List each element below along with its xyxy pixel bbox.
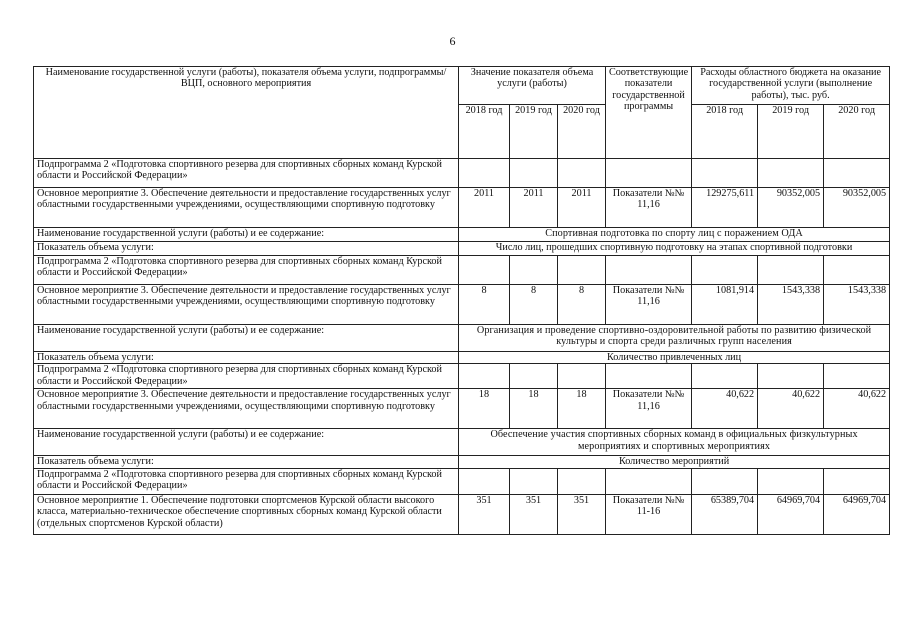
header-name-column: Наименование государственной услуги (работы), показателя объема услуги, подпрограммы/ВЦП, основного мероприятия	[34, 67, 459, 159]
value-2018: 351	[459, 494, 510, 534]
table-row	[34, 188, 890, 228]
table-row	[34, 159, 890, 188]
program-table	[33, 66, 890, 535]
header-budget-year-2018: 2018 год	[692, 105, 758, 159]
header-budget-year-2020: 2020 год	[824, 105, 890, 159]
value-2018: 2011	[459, 188, 510, 228]
budget-2020: 90352,005	[824, 188, 890, 228]
indicators-ref: Показатели №№ 11,16	[606, 285, 692, 325]
service-name-label: Наименование государственной услуги (работы) и ее содержание:	[34, 228, 459, 242]
budget-2018: 40,622	[692, 389, 758, 429]
subprogram-label: Подпрограмма 2 «Подготовка спортивного резерва для спортивных сборных команд Курской области и Российской Федерации»	[34, 256, 459, 285]
volume-indicator-label: Показатель объема услуги:	[34, 242, 459, 256]
service-name-value: Обеспечение участия спортивных сборных команд в официальных физкультурных мероприятиях и спортивных мероприятиях	[459, 429, 890, 456]
budget-2020: 1543,338	[824, 285, 890, 325]
header-budget-year-2019: 2019 год	[758, 105, 824, 159]
table-row	[34, 228, 890, 242]
header-value-year-2020: 2020 год	[558, 105, 606, 159]
budget-2019: 90352,005	[758, 188, 824, 228]
budget-2019: 64969,704	[758, 494, 824, 534]
subprogram-label: Подпрограмма 2 «Подготовка спортивного резерва для спортивных сборных команд Курской области и Российской Федерации»	[34, 364, 459, 389]
page-number: 6	[449, 34, 456, 48]
header-budget-group: Расходы областного бюджета на оказание государственной услуги (выполнение работы), тыс. руб.	[692, 67, 890, 105]
main-activity-label: Основное мероприятие 3. Обеспечение деятельности и предоставление государственных услуг областными государственными учреждениями, осуществляющими спортивную подготовку	[34, 188, 459, 228]
value-2020: 8	[558, 285, 606, 325]
value-2019: 8	[510, 285, 558, 325]
volume-indicator-value: Количество мероприятий	[459, 456, 890, 468]
value-2020: 351	[558, 494, 606, 534]
volume-indicator-value: Число лиц, прошедших спортивную подготовку на этапах спортивной подготовки	[459, 242, 890, 256]
table-row	[34, 456, 890, 468]
budget-2019: 1543,338	[758, 285, 824, 325]
table-row	[34, 494, 890, 534]
budget-2018: 1081,914	[692, 285, 758, 325]
service-name-label: Наименование государственной услуги (работы) и ее содержание:	[34, 429, 459, 456]
table-row	[34, 285, 890, 325]
service-name-value: Организация и проведение спортивно-оздоровительной работы по развитию физической культуры и спорта среди различных групп населения	[459, 325, 890, 352]
subprogram-label: Подпрограмма 2 «Подготовка спортивного резерва для спортивных сборных команд Курской области и Российской Федерации»	[34, 159, 459, 188]
header-value-year-2019: 2019 год	[510, 105, 558, 159]
table-row	[34, 389, 890, 429]
header-value-year-2018: 2018 год	[459, 105, 510, 159]
indicators-ref: Показатели №№ 11,16	[606, 389, 692, 429]
table-row	[34, 256, 890, 285]
value-2019: 18	[510, 389, 558, 429]
service-name-value: Спортивная подготовка по спорту лиц с поражением ОДА	[459, 228, 890, 242]
value-2018: 8	[459, 285, 510, 325]
table-row	[34, 429, 890, 456]
service-name-label: Наименование государственной услуги (работы) и ее содержание:	[34, 325, 459, 352]
budget-2020: 64969,704	[824, 494, 890, 534]
value-2019: 351	[510, 494, 558, 534]
main-activity-label: Основное мероприятие 3. Обеспечение деятельности и предоставление государственных услуг областными государственными учреждениями, осуществляющими спортивную подготовку	[34, 285, 459, 325]
budget-2019: 40,622	[758, 389, 824, 429]
value-2020: 18	[558, 389, 606, 429]
main-activity-label: Основное мероприятие 3. Обеспечение деятельности и предоставление государственных услуг областными государственными учреждениями, осуществляющими спортивную подготовку	[34, 389, 459, 429]
value-2018: 18	[459, 389, 510, 429]
header-value-group: Значение показателя объема услуги (работы)	[459, 67, 606, 105]
budget-2020: 40,622	[824, 389, 890, 429]
indicators-ref: Показатели №№ 11-16	[606, 494, 692, 534]
table-row	[34, 364, 890, 389]
header-corresponding-indicators: Соответствующие показатели государственной программы	[606, 67, 692, 159]
volume-indicator-label: Показатель объема услуги:	[34, 352, 459, 364]
budget-2018: 129275,611	[692, 188, 758, 228]
table-row	[34, 468, 890, 494]
volume-indicator-value: Количество привлеченных лиц	[459, 352, 890, 364]
table-row	[34, 242, 890, 256]
volume-indicator-label: Показатель объема услуги:	[34, 456, 459, 468]
value-2019: 2011	[510, 188, 558, 228]
budget-2018: 65389,704	[692, 494, 758, 534]
indicators-ref: Показатели №№ 11,16	[606, 188, 692, 228]
subprogram-label: Подпрограмма 2 «Подготовка спортивного резерва для спортивных сборных команд Курской области и Российской Федерации»	[34, 468, 459, 494]
table-row	[34, 325, 890, 352]
main-activity-label: Основное мероприятие 1. Обеспечение подготовки спортсменов Курской области высокого класса, материально-техническое обеспечение спортивных сборных команд Курской области (отдельных спортсменов Курской области)	[34, 494, 459, 534]
value-2020: 2011	[558, 188, 606, 228]
table-row	[34, 352, 890, 364]
